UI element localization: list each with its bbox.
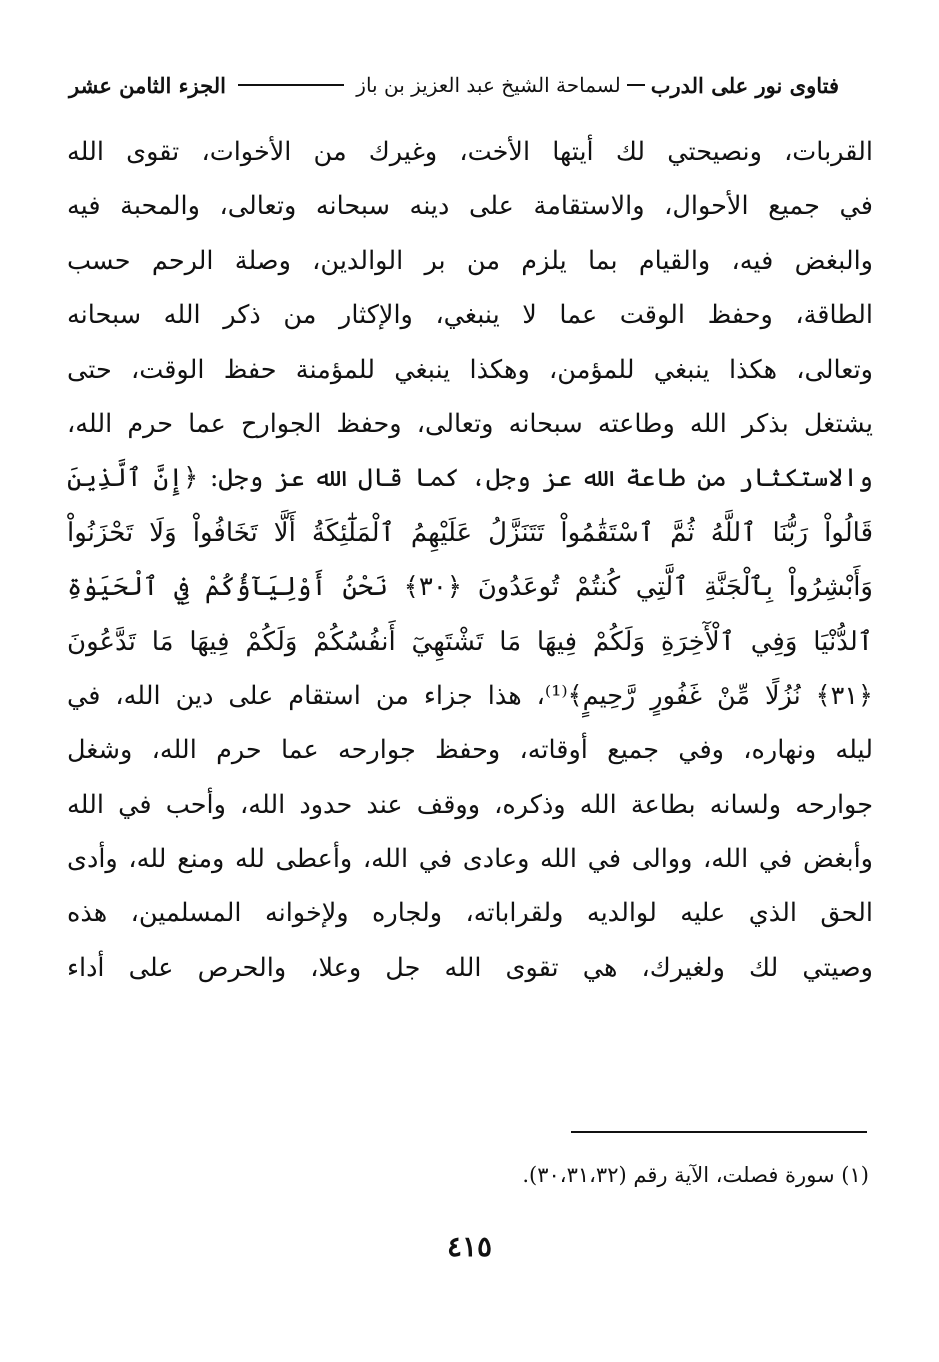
text-line: وصيتي لك ولغيرك، هي تقوى الله جل وعلا، والحرص على أداء [67, 952, 873, 983]
quran-verse-line: قَالُواْ رَبُّنَا ٱللَّهُ ثُمَّ ٱسْتَقَٰمُواْ تَتَنَزَّلُ عَلَيْهِمُ ٱلْمَلَٰٓئِكَةُ أَلَّا تَخَافُواْ وَلَا تَحْزَنُواْ [67, 517, 873, 548]
text-line: يشتغل بذكر الله وطاعته سبحانه وتعالى، وحفظ الجوارح عما حرم الله، [67, 408, 873, 439]
header-rule [238, 84, 344, 86]
quran-verse-line: ٱلدُّنْيَا وَفِي ٱلْأٓخِرَةِ وَلَكُمْ فِيهَا مَا تَشْتَهِيٓ أَنفُسُكُمْ وَلَكُمْ فِيهَا مَا تَدَّعُونَ [67, 626, 873, 657]
text-line: جوارحه ولسانه بطاعة الله وذكره، ووقف عند حدود الله، وأحب في الله [67, 789, 873, 820]
text-line: والاستكثار من طاعة الله عز وجل، كما قال الله عز وجل: ﴿إِنَّ ٱلَّذِينَ [67, 463, 873, 494]
running-header [69, 66, 839, 104]
text-line: الطاقة، وحفظ الوقت عما لا ينبغي، والإكثار من ذكر الله سبحانه [67, 300, 873, 331]
text-line: ﴿٣١﴾ نُزُلًا مِّنْ غَفُورٍ رَّحِيمٍ﴾⁽¹⁾، هذا جزاء من استقام على دين الله، في [67, 680, 873, 711]
text-line: وتعالى، هكذا ينبغي للمؤمن، وهكذا ينبغي للمؤمنة حفظ الوقت، حتى [67, 354, 873, 385]
author-name: لسماحة الشيخ عبد العزيز بن باز [356, 73, 621, 97]
book-title: فتاوى نور على الدرب [650, 72, 839, 98]
text-line: وأبغض في الله، ووالى في الله وعادى في الله، وأعطى لله ومنع لله، وأدى [67, 844, 873, 875]
footnote-divider [571, 1131, 867, 1133]
text-line: الحق الذي عليه لوالديه ولقراباته، ولجاره ولإخوانه المسلمين، هذه [67, 898, 873, 929]
volume-part: الجزء الثامن عشر [69, 72, 226, 98]
text-line: والبغض فيه، والقيام بما يلزم من بر الوالدين، وصلة الرحم حسب [67, 245, 873, 276]
text-line: في جميع الأحوال، والاستقامة على دينه سبحانه وتعالى، والمحبة فيه [67, 191, 873, 222]
text-line: ليله ونهاره، وفي جميع أوقاته، وحفظ جوارحه عما حرم الله، وشغل [67, 735, 873, 766]
header-dash [627, 84, 645, 86]
body-text [67, 125, 873, 995]
quran-verse-line: وَأَبْشِرُواْ بِٱلْجَنَّةِ ٱلَّتِي كُنتُمْ تُوعَدُونَ ﴿٣٠﴾ نَحْنُ أَوْلِيَآؤُكُمْ فِي ٱلْحَيَوٰةِ [67, 572, 873, 603]
footnote: (١) سورة فصلت، الآية رقم (٣٠،٣١،٣٢). [522, 1163, 869, 1187]
page-number: ٤١٥ [446, 1230, 493, 1263]
text-line: القربات، ونصيحتي لك أيتها الأخت، وغيرك من الأخوات، تقوى الله [67, 137, 873, 167]
